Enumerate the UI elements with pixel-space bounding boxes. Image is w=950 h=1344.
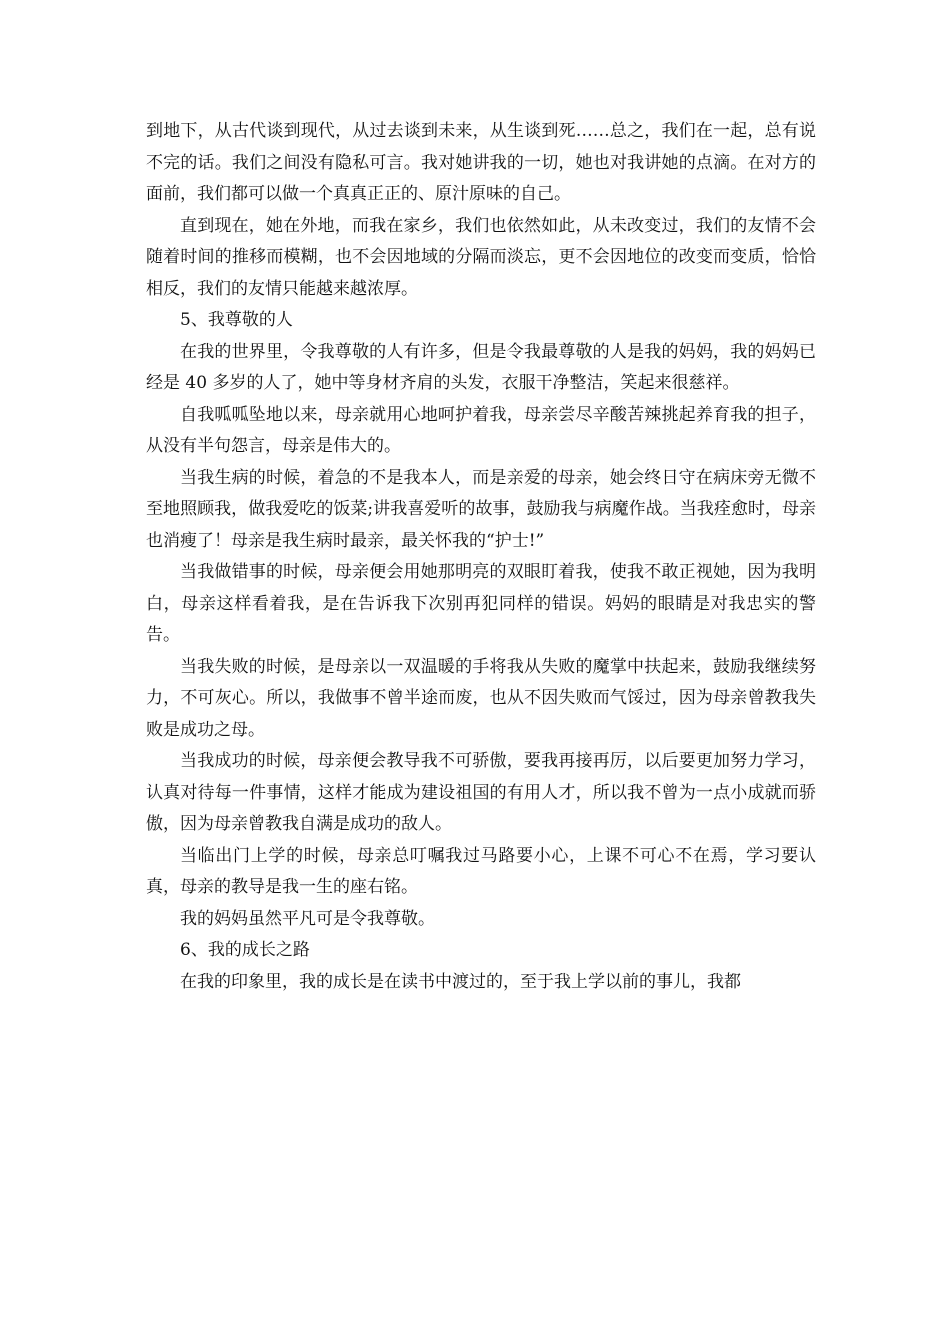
- paragraph-mother-failure: 当我失败的时候，是母亲以一双温暖的手将我从失败的魔掌中扶起来，鼓励我继续努力，不可灰心。所以，我做事不曾半途而废，也从不因失败而气馁过，因为母亲曾教我失败是成功之母。: [146, 656, 816, 740]
- paragraph-mother-advice: 当临出门上学的时候，母亲总叮嘱我过马路要小心，上课不可心不在焉，学习要认真，母亲的教导是我一生的座右铭。: [146, 845, 816, 897]
- paragraph-mother-illness: 当我生病的时候，着急的不是我本人，而是亲爱的母亲，她会终日守在病床旁无微不至地照顾我，做我爱吃的饭菜;讲我喜爱听的故事，鼓励我与病魔作战。当我痊愈时，母亲也消瘦了！母亲是我生病时最亲，最关怀我的“护士!”: [146, 467, 816, 551]
- paragraph-mother-success: 当我成功的时候，母亲便会教导我不可骄傲，要我再接再厉，以后要更加努力学习，认真对待每一件事情，这样才能成为建设祖国的有用人才，所以我不曾为一点小成就而骄傲，因为母亲曾教我自满是成功的敌人。: [146, 751, 816, 834]
- paragraph-friendship-talk: 到地下，从古代谈到现代，从过去谈到未来，从生谈到死……总之，我们在一起，总有说不完的话。我们之间没有隐私可言。我对她讲我的一切，她也对我讲她的点滴。在对方的面前，我们都可以做一个真真正正的、原汁原味的自己。: [146, 121, 816, 204]
- section-heading-growth-road: 6、我的成长之路: [180, 940, 310, 960]
- document-body: [146, 116, 816, 998]
- paragraph-mother-mistakes: 当我做错事的时候，母亲便会用她那明亮的双眼盯着我，使我不敢正视她，因为我明白，母亲这样看着我，是在告诉我下次别再犯同样的错误。妈妈的眼睛是对我忠实的警告。: [146, 562, 816, 645]
- paragraph-mother-conclusion: 我的妈妈虽然平凡可是令我尊敬。: [180, 908, 435, 929]
- paragraph-mother-intro: 在我的世界里，令我尊敬的人有许多，但是令我最尊敬的人是我的妈妈，我的妈妈已经是 40 多岁的人了，她中等身材齐肩的头发，衣服干净整洁，笑起来很慈祥。: [146, 341, 816, 393]
- paragraph-mother-care: 自我呱呱坠地以来，母亲就用心地呵护着我，母亲尝尽辛酸苦辣挑起养育我的担子，从没有半句怨言，母亲是伟大的。: [146, 404, 816, 456]
- paragraph-friendship-lasting: 直到现在，她在外地，而我在家乡，我们也依然如此，从未改变过，我们的友情不会随着时间的推移而模糊，也不会因地域的分隔而淡忘，更不会因地位的改变而变质，恰恰相反，我们的友情只能越来越浓厚。: [146, 215, 816, 299]
- section-heading-respected-person: 5、我尊敬的人: [180, 310, 293, 330]
- paragraph-growth-intro: 在我的印象里，我的成长是在读书中渡过的，至于我上学以前的事儿，我都: [180, 971, 741, 992]
